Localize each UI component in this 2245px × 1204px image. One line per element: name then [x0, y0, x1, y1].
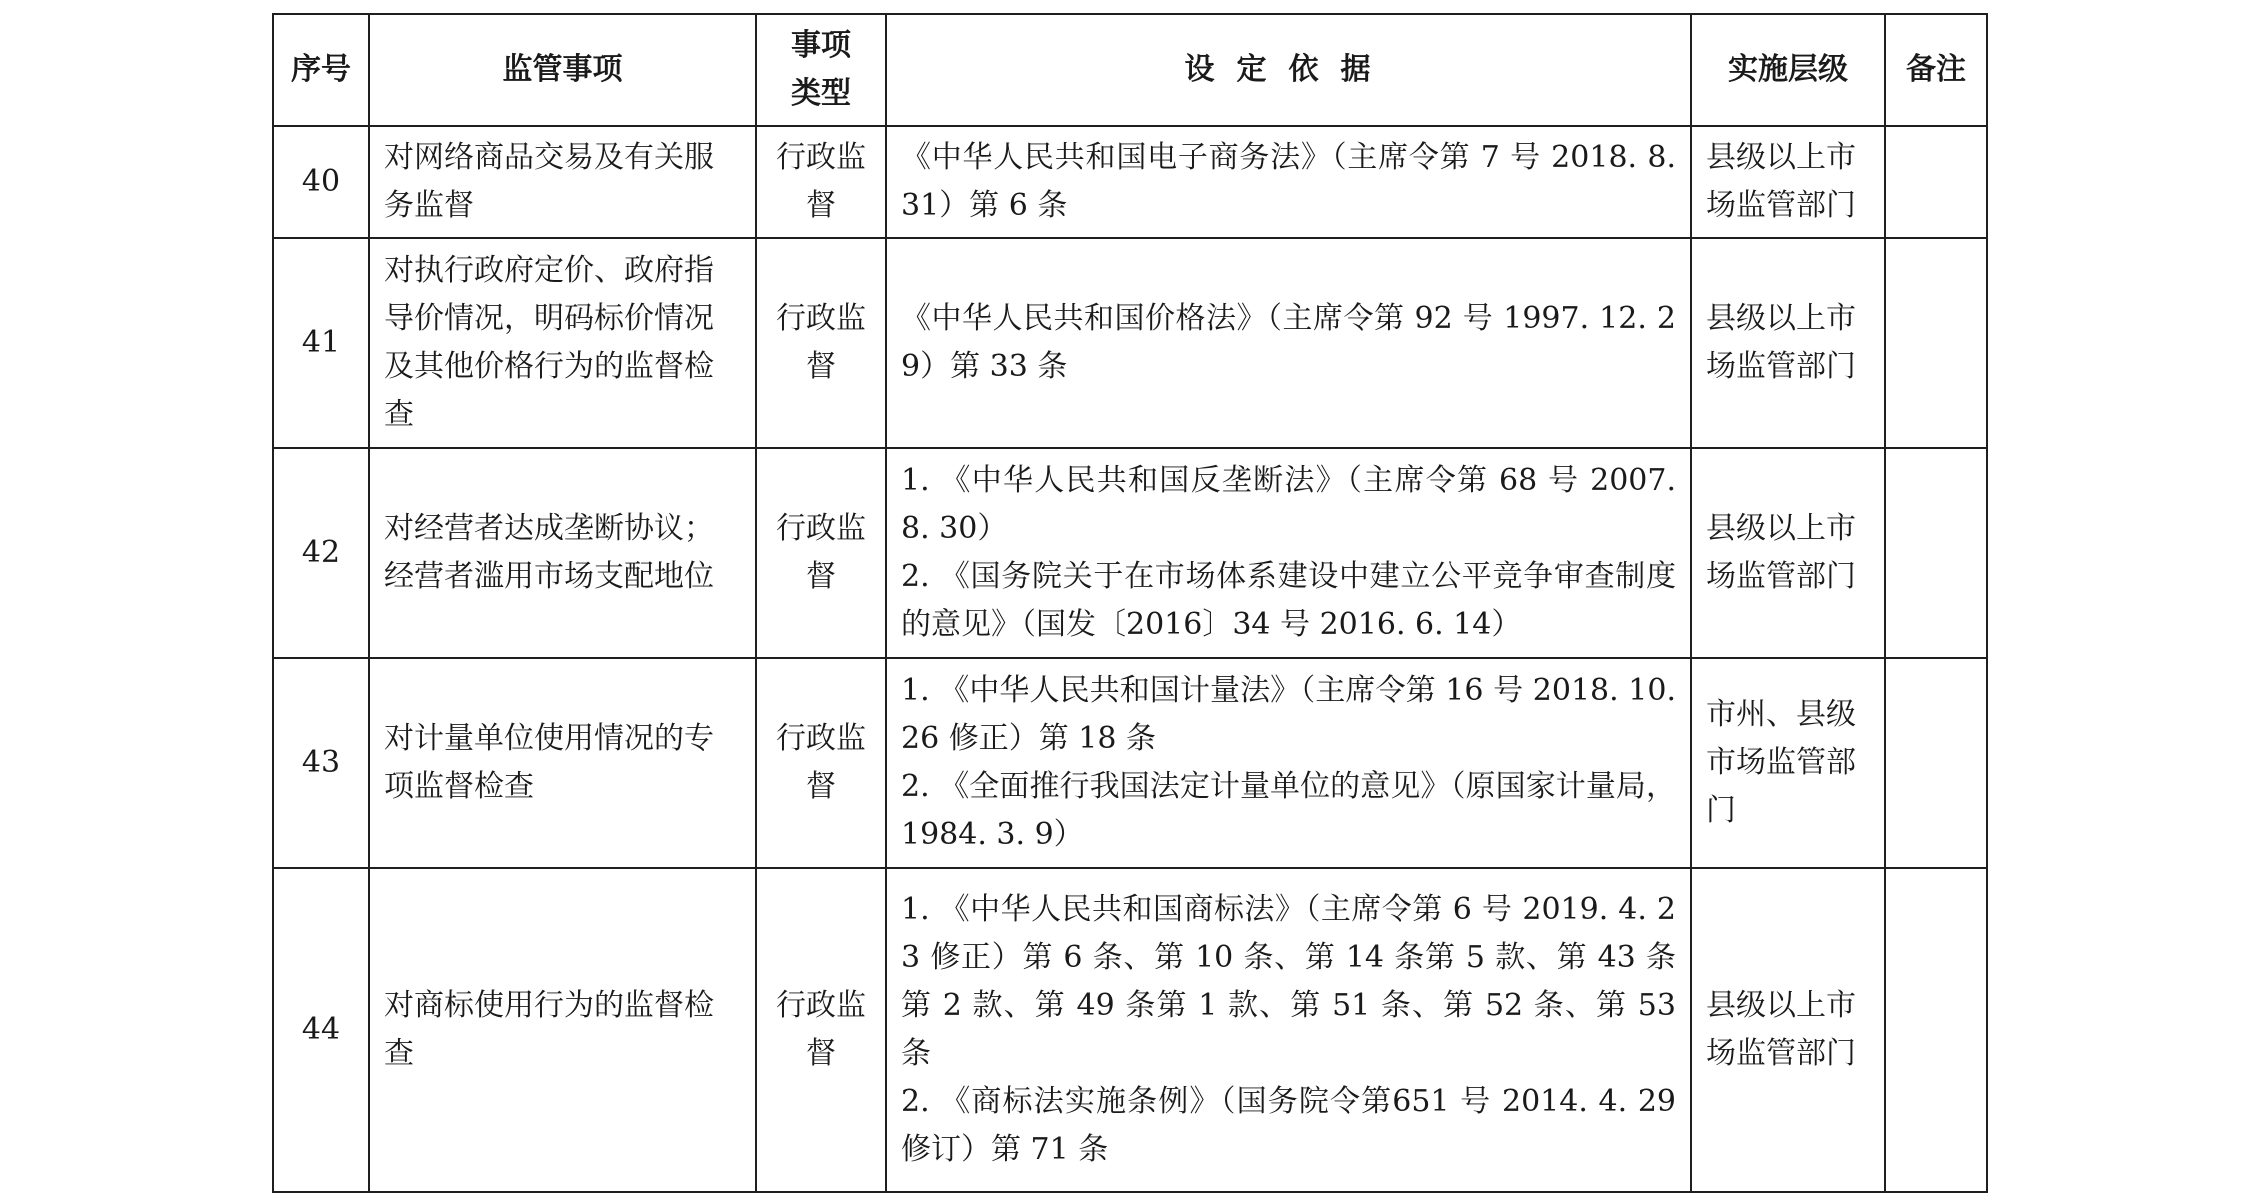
table-row [273, 126, 1987, 238]
header-seq: 序号 [273, 14, 369, 126]
table-row [273, 238, 1987, 448]
basis-line: 1. 《中华人民共和国反垄断法》（主席令第 68 号 2007. 8. 30） [901, 463, 1676, 546]
row-type: 行政监督 [756, 238, 886, 448]
table-row [273, 658, 1987, 868]
row-type: 行政监督 [756, 448, 886, 658]
header-basis: 设定依据 [886, 14, 1691, 126]
header-level: 实施层级 [1691, 14, 1885, 126]
basis-line: 1. 《中华人民共和国商标法》（主席令第 6 号 2019. 4. 23 修正）第 6 条、第 10 条、第 14 条第 5 款、第 43 条第 2 款、第 49 条第 1 款、第 51 条、第 52 条、第 53 条 [901, 892, 1676, 1071]
table-row [273, 868, 1987, 1192]
row-basis [886, 126, 1691, 238]
header-type-line2: 类型 [791, 76, 851, 111]
row-basis [886, 868, 1691, 1192]
basis-line: 2. 《商标法实施条例》（国务院令第651 号 2014. 4. 29 修订）第 71 条 [901, 1084, 1676, 1167]
row-seq: 43 [273, 658, 369, 868]
header-type [756, 14, 886, 126]
row-remark [1885, 868, 1987, 1192]
basis-line: 《中华人民共和国价格法》（主席令第 92 号 1997. 12. 29）第 33 条 [901, 301, 1676, 384]
row-basis [886, 658, 1691, 868]
row-remark [1885, 658, 1987, 868]
row-remark [1885, 126, 1987, 238]
row-item: 对执行政府定价、政府指导价情况，明码标价情况及其他价格行为的监督检查 [369, 238, 756, 448]
row-level: 县级以上市场监管部门 [1691, 868, 1885, 1192]
header-remark: 备注 [1885, 14, 1987, 126]
row-remark [1885, 448, 1987, 658]
row-seq: 40 [273, 126, 369, 238]
supervision-items-table [272, 13, 1988, 1193]
basis-line: 1. 《中华人民共和国计量法》（主席令第 16 号 2018. 10. 26 修正）第 18 条 [901, 673, 1676, 756]
row-remark [1885, 238, 1987, 448]
table-row [273, 448, 1987, 658]
basis-line: 2. 《国务院关于在市场体系建设中建立公平竞争审查制度的意见》（国发〔2016〕34 号 2016. 6. 14） [901, 559, 1676, 642]
header-item: 监管事项 [369, 14, 756, 126]
row-item: 对商标使用行为的监督检查 [369, 868, 756, 1192]
row-item: 对经营者达成垄断协议；经营者滥用市场支配地位 [369, 448, 756, 658]
row-seq: 44 [273, 868, 369, 1192]
row-level: 县级以上市场监管部门 [1691, 448, 1885, 658]
row-level: 县级以上市场监管部门 [1691, 126, 1885, 238]
row-seq: 42 [273, 448, 369, 658]
basis-line: 《中华人民共和国电子商务法》（主席令第 7 号 2018. 8. 31）第 6 条 [901, 140, 1676, 223]
row-level: 县级以上市场监管部门 [1691, 238, 1885, 448]
row-seq: 41 [273, 238, 369, 448]
row-level: 市州、县级市场监管部门 [1691, 658, 1885, 868]
basis-line: 2. 《全面推行我国法定计量单位的意见》（原国家计量局，1984. 3. 9） [901, 769, 1676, 852]
row-type: 行政监督 [756, 126, 886, 238]
row-basis [886, 448, 1691, 658]
table-header-row [273, 14, 1987, 126]
row-type: 行政监督 [756, 868, 886, 1192]
row-item: 对计量单位使用情况的专项监督检查 [369, 658, 756, 868]
row-basis [886, 238, 1691, 448]
row-item: 对网络商品交易及有关服务监督 [369, 126, 756, 238]
row-type: 行政监督 [756, 658, 886, 868]
header-type-line1: 事项 [791, 28, 851, 63]
